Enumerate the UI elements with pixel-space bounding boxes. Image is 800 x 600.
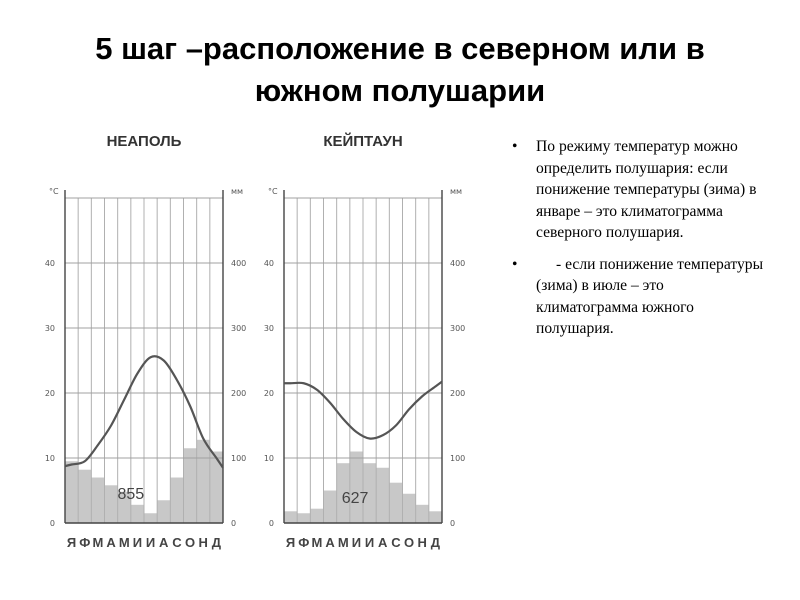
precipitation-bar [144,513,157,523]
annual-precipitation-label: 855 [117,486,145,503]
month-label: О [185,535,196,550]
left-axis-unit: °C [49,187,59,196]
title-line-1: 5 шаг –расположение в северном или в [95,31,705,66]
precipitation-bar [105,485,118,523]
month-label: Д [430,535,441,550]
bullet-icon: • [512,255,518,273]
left-axis-unit: °C [268,187,278,196]
slide-title [40,28,760,112]
right-tick-label: 200 [231,389,247,398]
right-tick-label: 400 [231,259,247,268]
month-label: Я [66,535,77,550]
right-axis-unit: мм [450,187,463,196]
left-tick-label: 0 [268,519,274,528]
left-tick-label: 10 [263,454,274,463]
precipitation-bar [65,461,78,523]
month-label: А [325,535,335,550]
right-tick-label: 400 [450,259,466,268]
month-label: М [311,535,323,550]
precipitation-bar [157,500,170,523]
month-label: А [159,535,169,550]
precipitation-bar [416,505,429,523]
precipitation-bar [324,491,337,524]
annual-precipitation-label: 627 [341,490,369,507]
precipitation-bar [350,452,363,524]
bullet-text: По режиму температур можно определить полушария: если понижение температуры (зима) в январе – это климатограмма северного полушария. [536,138,757,241]
month-label: М [92,535,104,550]
precipitation-bar [131,505,144,523]
month-label: О [404,535,415,550]
chart-title: НЕАПОЛЬ [106,133,182,150]
bullet-list [500,136,768,350]
climatograms-svg [28,118,498,568]
left-tick-label: 0 [49,519,55,528]
precipitation-bar [197,440,210,523]
precipitation-bar [78,470,91,523]
right-tick-label: 200 [450,389,466,398]
right-axis-unit: мм [231,187,244,196]
month-label: И [132,535,143,550]
precipitation-bar [389,483,402,523]
month-label: А [106,535,116,550]
right-tick-label: 100 [231,454,247,463]
precipitation-bar [284,511,297,523]
month-label: И [145,535,156,550]
climatogram-2 [264,132,465,550]
bullet-icon: • [512,138,518,155]
month-label: М [118,535,130,550]
right-tick-label: 0 [450,519,456,528]
climatogram-1 [45,133,246,550]
month-label: А [378,535,388,550]
month-label: М [337,535,349,550]
climatograms-area [28,118,498,568]
left-tick-label: 40 [263,259,274,268]
left-tick-label: 20 [44,389,55,398]
bullet-item-northern [500,136,768,244]
right-tick-label: 0 [231,519,237,528]
right-tick-label: 300 [450,324,466,333]
precipitation-bar [170,478,183,524]
precipitation-bar [184,448,197,523]
left-tick-label: 20 [263,389,274,398]
right-tick-label: 300 [231,324,247,333]
left-tick-label: 40 [44,259,55,268]
left-tick-label: 10 [44,454,55,463]
left-tick-label: 30 [44,324,55,333]
month-label: Н [417,535,427,550]
precipitation-bar [403,494,416,523]
left-tick-label: 30 [263,324,274,333]
precipitation-bar [429,511,442,523]
precipitation-bar [91,478,104,524]
title-line-2: южном полушарии [254,73,546,108]
bullet-item-southern [500,254,768,340]
month-label: Н [198,535,208,550]
month-label: С [391,535,401,550]
precipitation-bar [310,509,323,523]
month-label: Я [285,535,296,550]
precipitation-bar [297,513,310,523]
month-label: Ф [298,535,310,550]
precipitation-bar [210,452,223,524]
month-label: И [351,535,362,550]
right-tick-label: 100 [450,454,466,463]
month-label: Ф [79,535,91,550]
bullet-text: - если понижение температуры (зима) в июле – это климатограмма южного полушария. [536,255,764,337]
month-label: Д [211,535,222,550]
month-label: И [364,535,375,550]
month-label: С [172,535,182,550]
chart-title: КЕЙПТАУН [323,133,403,150]
precipitation-bar [376,468,389,523]
